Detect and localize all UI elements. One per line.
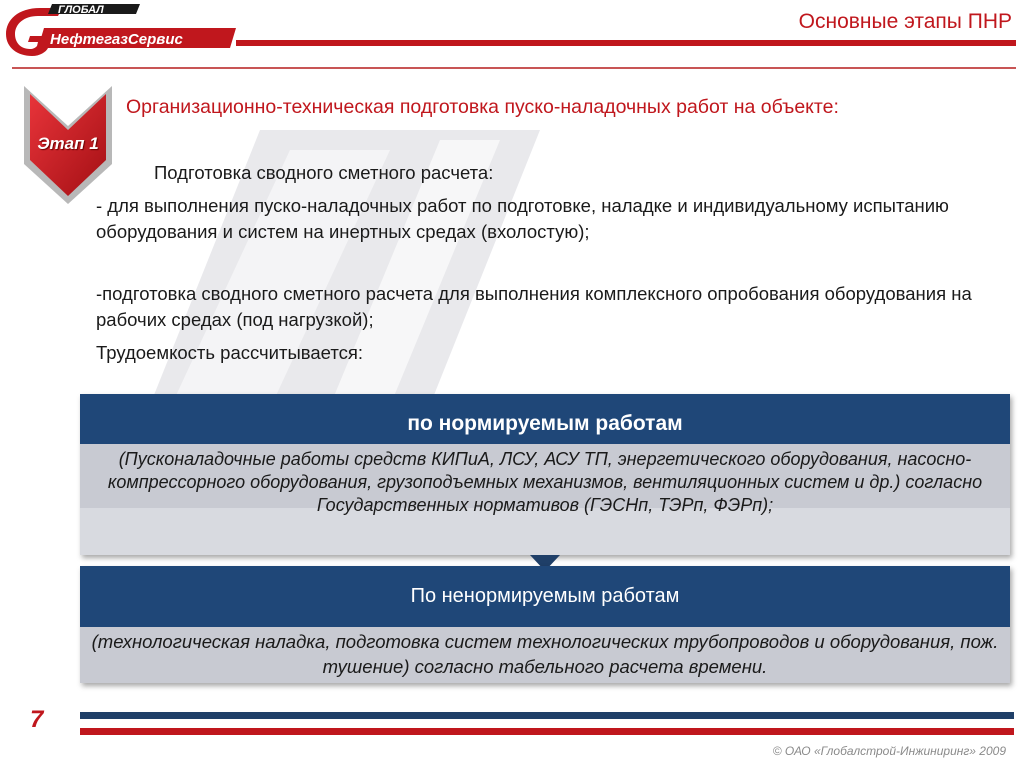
paragraph-labor-intensity: Трудоемкость рассчитывается:	[96, 342, 364, 363]
header-red-rule	[236, 40, 1016, 46]
page-number: 7	[30, 706, 44, 733]
unnormed-works-box	[80, 566, 1010, 683]
svg-text:ГЛОБАЛ: ГЛОБАЛ	[58, 4, 104, 16]
header-divider	[12, 67, 1016, 69]
footer-blue-rule	[80, 712, 1014, 719]
paragraph-summary-estimate: Подготовка сводного сметного расчета:	[154, 162, 494, 183]
unnormed-works-body	[80, 627, 1010, 683]
normed-works-body	[80, 444, 1010, 555]
slide-title: Основные этапы ПНР	[798, 10, 1012, 33]
logo-graphic	[0, 0, 240, 62]
svg-text:НефтегазСервис: НефтегазСервис	[50, 31, 183, 48]
copyright-notice: © ОАО «Глобалстрой-Инжиниринг» 2009	[772, 744, 1006, 758]
company-logo	[0, 0, 240, 62]
normed-works-box	[80, 394, 1010, 555]
section-subtitle: Организационно-техническая подготовка пуско-наладочных работ на объекте:	[126, 96, 839, 118]
paragraph-load-testing: -подготовка сводного сметного расчета для выполнения комплексного опробования оборудования на рабочих средах (под нагрузкой);	[96, 283, 972, 330]
unnormed-works-header: По ненормируемым работам	[80, 566, 1010, 627]
footer-red-rule	[80, 728, 1014, 735]
normed-works-text: (Пусконаладочные работы средств КИПиА, ЛСУ, АСУ ТП, энергетического оборудования, насосно-компрессорного оборудования, грузоподъемных механизмов, вентиляционных систем и др.) согласно Государственных нормативов (ГЭСНп, ТЭРп, ФЭРп);	[107, 449, 983, 515]
unnormed-works-text: (технологическая наладка, подготовка систем технологических трубопроводов и оборудования, пож. тушение) согласно табельного расчета времени.	[91, 631, 999, 677]
stage-label: Этап 1	[37, 134, 99, 153]
paragraph-idle-testing: - для выполнения пуско-наладочных работ по подготовке, наладке и индивидуальному испытанию оборудования и систем на инертных средах (вхолостую);	[96, 195, 949, 242]
normed-works-header: по нормируемым работам	[80, 394, 1010, 444]
